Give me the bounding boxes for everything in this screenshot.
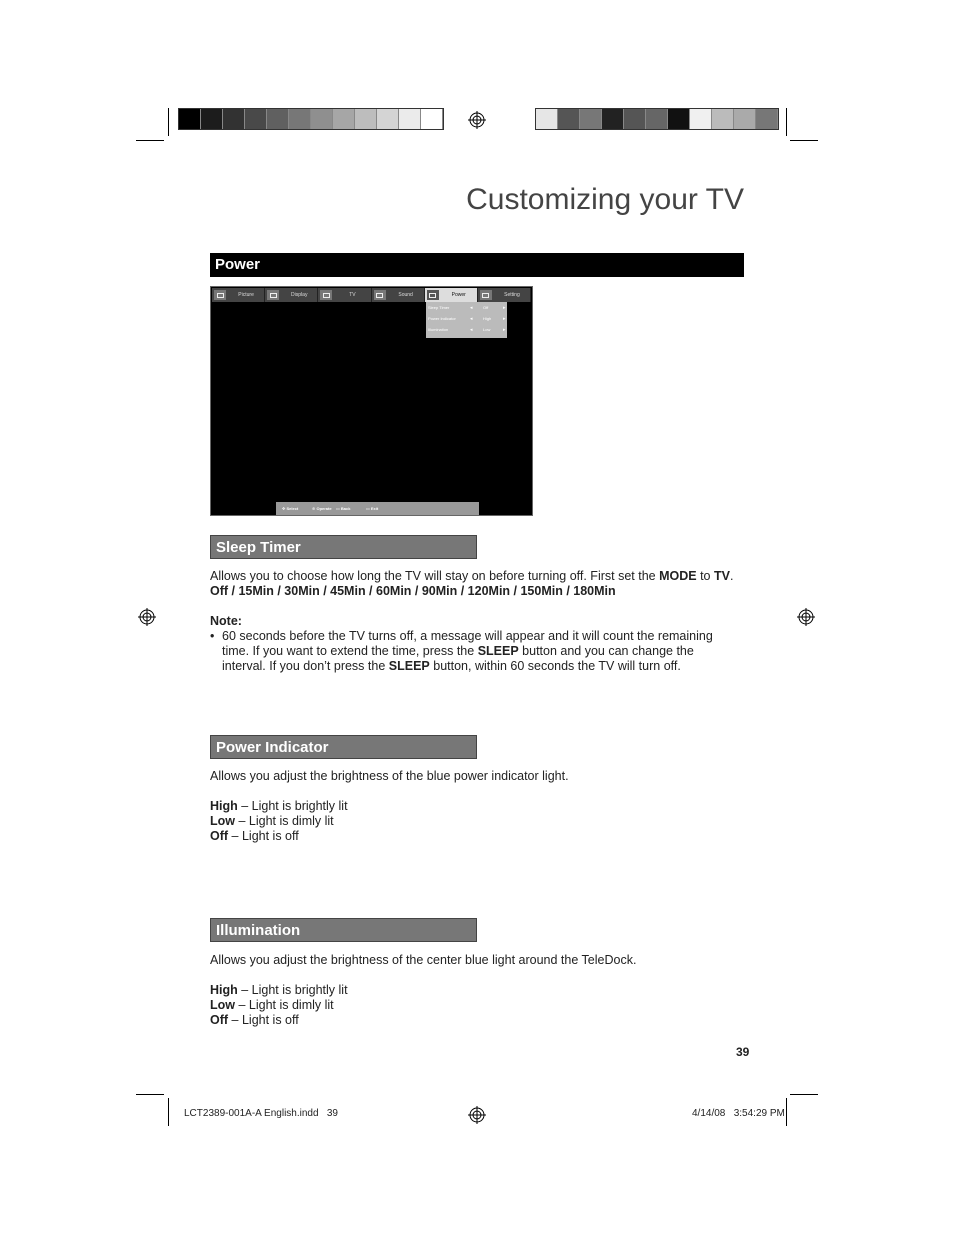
crop-mark <box>786 1098 787 1126</box>
power-indicator-levels: High – Light is brightly lit Low – Light is dimly lit Off – Light is off <box>210 799 348 843</box>
power-indicator-description: Allows you adjust the brightness of the blue power indicator light. <box>210 769 569 783</box>
picture-icon <box>214 290 226 300</box>
section-header-power: Power <box>210 253 744 277</box>
illumination-description: Allows you adjust the brightness of the center blue light around the TeleDock. <box>210 953 637 967</box>
tab-label: Sound <box>398 292 413 298</box>
sleep-timer-options: Off / 15Min / 30Min / 45Min / 60Min / 90Min / 120Min / 150Min / 180Min <box>210 584 616 598</box>
submenu-item-label: Sleep Timer <box>428 305 450 310</box>
submenu-item[interactable] <box>426 302 507 313</box>
color-swatch <box>558 109 580 129</box>
color-swatch <box>245 109 267 129</box>
back-hint: ▭ Back <box>336 506 351 511</box>
footer-filename: LCT2389-001A-A English.indd 39 <box>184 1108 338 1119</box>
color-swatch <box>756 109 778 129</box>
color-swatch <box>179 109 201 129</box>
note-label: Note: <box>210 614 242 628</box>
arrow-right-icon: ▸ <box>503 327 506 333</box>
submenu-item-value: Off <box>483 305 489 310</box>
arrow-left-icon: ◂ <box>470 327 473 333</box>
tab-sound[interactable] <box>372 288 425 302</box>
operate-hint: ⊕ Operate <box>312 506 332 511</box>
color-swatch <box>267 109 289 129</box>
tv-icon <box>320 290 332 300</box>
color-swatch <box>690 109 712 129</box>
color-swatch <box>289 109 311 129</box>
color-swatch <box>712 109 734 129</box>
color-swatch <box>333 109 355 129</box>
crop-mark <box>168 1098 169 1126</box>
crop-mark <box>790 1094 818 1095</box>
tab-picture[interactable] <box>212 288 265 302</box>
tab-setting[interactable] <box>478 288 531 302</box>
color-swatch <box>602 109 624 129</box>
tab-tv[interactable] <box>318 288 371 302</box>
tab-label: Power <box>451 292 466 298</box>
color-swatch <box>399 109 421 129</box>
arrow-right-icon: ▸ <box>503 316 506 322</box>
power-submenu <box>426 302 507 338</box>
section-header-illumination: Illumination <box>210 918 477 942</box>
color-bar-right <box>535 108 779 130</box>
select-hint: ✥ Select <box>282 506 299 511</box>
sleep-timer-note: • 60 seconds before the TV turns off, a message will appear and it will count the remaining time. If you want to extend the time, press the SLEEP button and you can change the interval. If you don’t press the SLEEP button, within 60 seconds the TV will turn off. <box>210 629 713 673</box>
section-header-power-indicator: Power Indicator <box>210 735 477 759</box>
submenu-item[interactable] <box>426 324 507 335</box>
sleep-timer-description: Allows you to choose how long the TV will stay on before turning off. First set the MODE to TV. Off / 15Min / 30Min / 45Min / 60Min / 90Min / 120Min / 150Min / 180Min <box>210 569 734 598</box>
exit-hint: ▭ Exit <box>366 506 379 511</box>
color-swatch <box>580 109 602 129</box>
tab-label: Setting <box>504 292 520 298</box>
submenu-item-label: Illumination <box>428 327 449 332</box>
crop-mark <box>786 108 787 136</box>
arrow-left-icon: ◂ <box>470 305 473 311</box>
color-swatch <box>646 109 668 129</box>
crop-mark <box>790 140 818 141</box>
submenu-item-value: Low <box>483 327 491 332</box>
page-number: 39 <box>736 1045 750 1059</box>
crop-mark <box>168 108 169 136</box>
arrow-left-icon: ◂ <box>470 316 473 322</box>
illumination-levels: High – Light is brightly lit Low – Light is dimly lit Off – Light is off <box>210 983 348 1027</box>
color-bar-left <box>178 108 444 130</box>
tab-power[interactable] <box>425 288 478 302</box>
setting-icon <box>480 290 492 300</box>
registration-mark-icon <box>138 608 156 626</box>
tab-label: TV <box>349 292 356 298</box>
color-swatch <box>668 109 690 129</box>
submenu-item-value: High <box>483 316 492 321</box>
display-icon <box>267 290 279 300</box>
tab-label: Picture <box>238 292 254 298</box>
tv-menu-bottom-bar <box>276 502 479 515</box>
tv-menu-screenshot <box>210 286 533 516</box>
crop-mark <box>136 1094 164 1095</box>
color-swatch <box>201 109 223 129</box>
color-swatch <box>624 109 646 129</box>
color-swatch <box>377 109 399 129</box>
color-swatch <box>536 109 558 129</box>
tab-display[interactable] <box>265 288 318 302</box>
sound-icon <box>374 290 386 300</box>
tab-label: Display <box>291 292 308 298</box>
color-swatch <box>311 109 333 129</box>
color-swatch <box>421 109 443 129</box>
crop-mark <box>136 140 164 141</box>
tv-menu-tabs <box>212 288 531 302</box>
submenu-item[interactable] <box>426 313 507 324</box>
page-title: Customizing your TV <box>466 183 744 216</box>
color-swatch <box>734 109 756 129</box>
submenu-item-label: Power Indicator <box>428 316 456 321</box>
footer-timestamp: 4/14/08 3:54:29 PM <box>692 1108 785 1119</box>
registration-mark-icon <box>797 608 815 626</box>
arrow-right-icon: ▸ <box>503 305 506 311</box>
color-swatch <box>355 109 377 129</box>
registration-mark-icon <box>468 1106 486 1124</box>
registration-mark-icon <box>468 111 486 129</box>
color-swatch <box>223 109 245 129</box>
power-icon <box>427 290 439 300</box>
section-header-sleep-timer: Sleep Timer <box>210 535 477 559</box>
